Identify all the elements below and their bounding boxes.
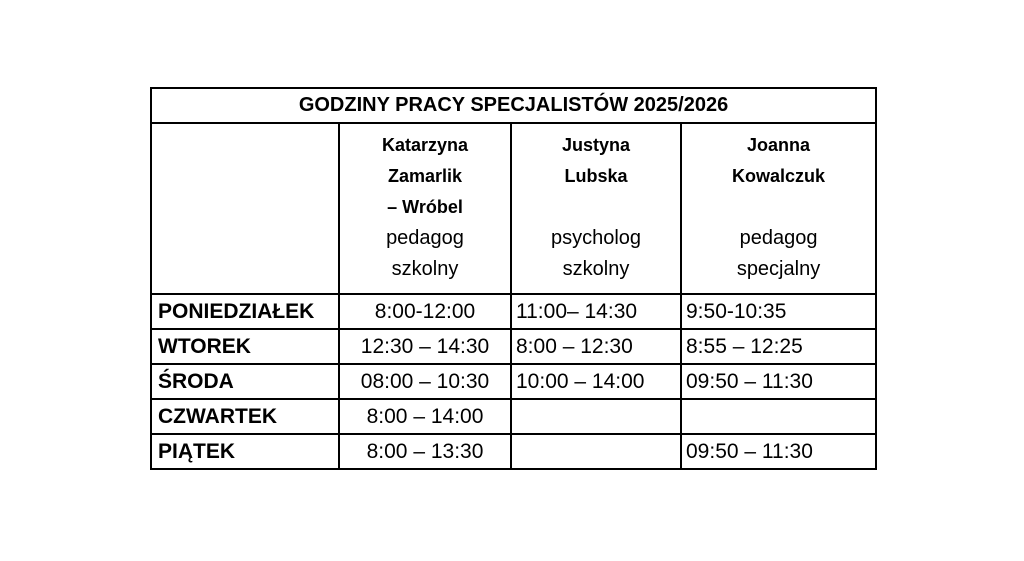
header-spacer [512, 192, 680, 223]
specialist-role-line: pedagog [739, 227, 818, 249]
specialist-header-3 [681, 123, 876, 294]
specialist-name-line: – Wróbel [387, 197, 463, 217]
time-cell: 8:00 – 14:00 [339, 399, 511, 434]
time-cell: 12:30 – 14:30 [339, 329, 511, 364]
specialist-role-line: szkolny [562, 258, 630, 280]
specialist-role-line: psycholog [550, 227, 642, 249]
header-row [151, 123, 876, 294]
specialist-header-1 [339, 123, 511, 294]
time-cell: 09:50 – 11:30 [681, 364, 876, 399]
day-cell: WTOREK [151, 329, 339, 364]
time-cell: 11:00– 14:30 [511, 294, 681, 329]
time-cell: 09:50 – 11:30 [681, 434, 876, 469]
header-spacer [682, 192, 875, 223]
specialist-name-line: Lubska [564, 166, 628, 186]
specialist-name-line: Kowalczuk [732, 166, 826, 186]
time-cell: 8:00 – 13:30 [339, 434, 511, 469]
table-row-thursday [151, 399, 876, 434]
table-row-monday [151, 294, 876, 329]
specialist-header-2 [511, 123, 681, 294]
table-row-friday [151, 434, 876, 469]
empty-header-cell [151, 123, 339, 294]
table-row-wednesday [151, 364, 876, 399]
day-cell: ŚRODA [151, 364, 339, 399]
time-cell: 10:00 – 14:00 [511, 364, 681, 399]
specialist-role-line: pedagog [386, 227, 464, 249]
time-cell: 08:00 – 10:30 [339, 364, 511, 399]
specialist-role-line: szkolny [391, 258, 459, 280]
specialist-role-line: specjalny [736, 258, 821, 280]
table-row-tuesday [151, 329, 876, 364]
time-cell [681, 399, 876, 434]
time-cell: 8:00-12:00 [339, 294, 511, 329]
table-title: GODZINY PRACY SPECJALISTÓW 2025/2026 [151, 88, 876, 123]
specialist-name-line: Justyna [561, 135, 631, 155]
time-cell [511, 399, 681, 434]
day-cell: CZWARTEK [151, 399, 339, 434]
time-cell: 9:50-10:35 [681, 294, 876, 329]
specialist-name-line: Zamarlik [387, 166, 463, 186]
day-cell: PONIEDZIAŁEK [151, 294, 339, 329]
time-cell: 8:55 – 12:25 [681, 329, 876, 364]
schedule-table [150, 87, 877, 470]
day-cell: PIĄTEK [151, 434, 339, 469]
time-cell [511, 434, 681, 469]
specialist-name-line: Joanna [747, 135, 811, 155]
time-cell: 8:00 – 12:30 [511, 329, 681, 364]
title-row [151, 88, 876, 123]
specialist-name-line: Katarzyna [381, 135, 469, 155]
